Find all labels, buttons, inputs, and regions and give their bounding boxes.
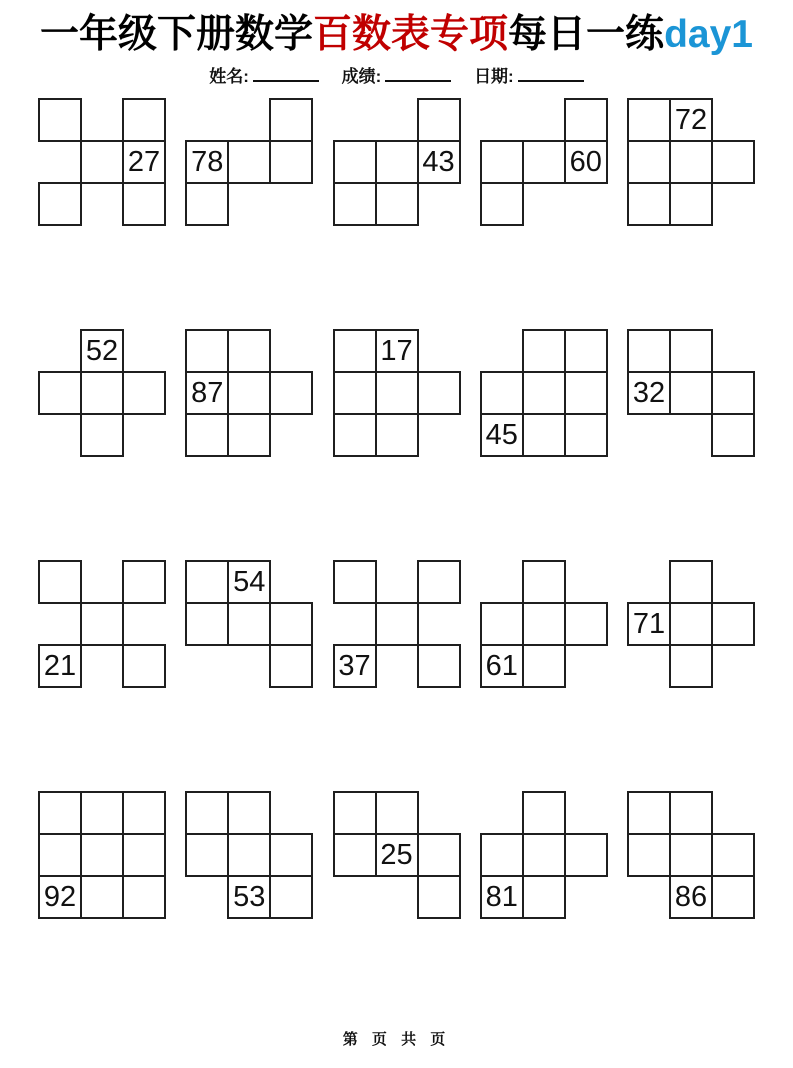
answer-cell	[122, 98, 166, 142]
answer-cell	[627, 98, 671, 142]
answer-cell	[711, 413, 755, 457]
score-blank-line	[385, 67, 451, 82]
answer-cell	[333, 329, 377, 373]
score-label: 成绩:	[341, 67, 382, 86]
answer-cell	[122, 833, 166, 877]
given-number: 92	[43, 880, 77, 913]
answer-cell	[38, 833, 82, 877]
given-number-cell	[185, 140, 229, 184]
answer-cell	[80, 875, 124, 919]
puzzle-grid	[627, 329, 755, 457]
answer-cell	[564, 833, 608, 877]
answer-cell	[480, 602, 524, 646]
answer-cell	[522, 644, 566, 688]
date-label: 日期:	[474, 67, 514, 86]
answer-cell	[564, 98, 608, 142]
title-daily-practice: 每日一练	[508, 13, 665, 56]
answer-cell	[669, 791, 713, 835]
puzzle-grid	[38, 329, 166, 457]
given-number: 78	[191, 145, 224, 178]
answer-cell	[711, 602, 755, 646]
answer-cell	[333, 833, 377, 877]
answer-cell	[711, 371, 755, 415]
answer-cell	[375, 413, 419, 457]
answer-cell	[227, 329, 271, 373]
answer-cell	[122, 644, 166, 688]
answer-cell	[269, 833, 313, 877]
puzzle-rows	[0, 98, 793, 919]
answer-cell	[669, 371, 713, 415]
answer-cell	[669, 182, 713, 226]
answer-cell	[80, 413, 124, 457]
title-grade-subject: 一年级下册数学	[40, 13, 314, 56]
given-number-cell	[480, 875, 524, 919]
answer-cell	[80, 602, 124, 646]
answer-cell	[227, 602, 271, 646]
answer-cell	[185, 833, 229, 877]
given-number-cell	[480, 644, 524, 688]
name-field	[209, 67, 319, 86]
title-day-number: day1	[664, 13, 753, 56]
answer-cell	[269, 875, 313, 919]
answer-cell	[38, 560, 82, 604]
answer-cell	[122, 875, 166, 919]
answer-cell	[375, 140, 419, 184]
title-topic-highlight: 百数表专项	[313, 13, 509, 56]
page-title	[0, 0, 793, 58]
puzzle-grid	[627, 560, 755, 688]
answer-cell	[564, 329, 608, 373]
answer-cell	[627, 791, 671, 835]
answer-cell	[522, 875, 566, 919]
answer-cell	[333, 371, 377, 415]
puzzle-row-1	[0, 98, 793, 226]
answer-cell	[227, 413, 271, 457]
answer-cell	[38, 182, 82, 226]
given-number: 87	[191, 376, 224, 409]
answer-cell	[711, 833, 755, 877]
given-number-cell	[564, 140, 608, 184]
answer-cell	[669, 833, 713, 877]
answer-cell	[38, 371, 82, 415]
given-number-cell	[38, 875, 82, 919]
answer-cell	[269, 371, 313, 415]
answer-cell	[627, 329, 671, 373]
answer-cell	[480, 371, 524, 415]
answer-cell	[522, 140, 566, 184]
puzzle-grid	[627, 791, 755, 919]
puzzle-grid	[38, 560, 166, 688]
given-number-cell	[375, 833, 419, 877]
answer-cell	[522, 413, 566, 457]
answer-cell	[375, 371, 419, 415]
answer-cell	[80, 833, 124, 877]
name-label: 姓名:	[209, 67, 249, 86]
answer-cell	[333, 560, 377, 604]
given-number-cell	[38, 644, 82, 688]
answer-cell	[627, 140, 671, 184]
puzzle-grid	[333, 329, 461, 457]
date-field	[474, 67, 584, 86]
given-number: 45	[485, 418, 518, 451]
given-number-cell	[627, 602, 671, 646]
answer-cell	[627, 833, 671, 877]
given-number: 27	[127, 145, 161, 178]
answer-cell	[122, 182, 166, 226]
answer-cell	[122, 560, 166, 604]
puzzle-grid	[480, 98, 608, 226]
page-footer: 第 页 共 页	[342, 1031, 451, 1048]
answer-cell	[669, 644, 713, 688]
answer-cell	[333, 182, 377, 226]
answer-cell	[185, 329, 229, 373]
answer-cell	[417, 644, 461, 688]
answer-cell	[522, 371, 566, 415]
answer-cell	[564, 413, 608, 457]
answer-cell	[227, 371, 271, 415]
answer-cell	[38, 791, 82, 835]
puzzle-grid	[185, 98, 313, 226]
answer-cell	[669, 329, 713, 373]
answer-cell	[417, 560, 461, 604]
answer-cell	[711, 140, 755, 184]
answer-cell	[480, 833, 524, 877]
given-number-cell	[627, 371, 671, 415]
answer-cell	[185, 791, 229, 835]
given-number: 21	[43, 649, 77, 682]
answer-cell	[375, 182, 419, 226]
given-number: 43	[422, 145, 455, 178]
answer-cell	[185, 413, 229, 457]
given-number: 86	[674, 880, 708, 913]
given-number: 60	[569, 145, 602, 178]
puzzle-grid	[480, 791, 608, 919]
answer-cell	[480, 182, 524, 226]
answer-cell	[269, 602, 313, 646]
puzzle-grid	[333, 560, 461, 688]
given-number-cell	[375, 329, 419, 373]
answer-cell	[417, 875, 461, 919]
answer-cell	[375, 602, 419, 646]
answer-cell	[227, 140, 271, 184]
answer-cell	[185, 560, 229, 604]
answer-cell	[417, 833, 461, 877]
puzzle-grid	[480, 560, 608, 688]
given-number: 61	[485, 649, 518, 682]
answer-cell	[122, 371, 166, 415]
given-number: 72	[674, 103, 708, 136]
answer-cell	[522, 329, 566, 373]
given-number-cell	[333, 644, 377, 688]
given-number-cell	[227, 560, 271, 604]
given-number: 25	[380, 838, 413, 871]
given-number-cell	[669, 98, 713, 142]
given-number-cell	[227, 875, 271, 919]
answer-cell	[269, 644, 313, 688]
answer-cell	[564, 371, 608, 415]
given-number-cell	[80, 329, 124, 373]
given-number: 32	[632, 376, 666, 409]
answer-cell	[522, 602, 566, 646]
answer-cell	[227, 791, 271, 835]
puzzle-grid	[185, 791, 313, 919]
answer-cell	[669, 602, 713, 646]
given-number-cell	[417, 140, 461, 184]
answer-cell	[80, 371, 124, 415]
puzzle-row-4	[0, 791, 793, 919]
given-number: 53	[233, 880, 266, 913]
given-number-cell	[669, 875, 713, 919]
puzzle-grid	[185, 329, 313, 457]
puzzle-row-2	[0, 329, 793, 457]
answer-cell	[417, 371, 461, 415]
answer-cell	[333, 140, 377, 184]
given-number: 52	[85, 334, 119, 367]
puzzle-grid	[38, 791, 166, 919]
answer-cell	[122, 791, 166, 835]
info-line	[0, 66, 793, 88]
puzzle-row-3	[0, 560, 793, 688]
puzzle-grid	[333, 791, 461, 919]
given-number: 81	[485, 880, 518, 913]
given-number-cell	[122, 140, 166, 184]
answer-cell	[269, 98, 313, 142]
answer-cell	[564, 602, 608, 646]
puzzle-grid	[627, 98, 755, 226]
answer-cell	[269, 140, 313, 184]
given-number: 71	[632, 607, 666, 640]
answer-cell	[333, 791, 377, 835]
given-number-cell	[185, 371, 229, 415]
answer-cell	[227, 833, 271, 877]
puzzle-grid	[38, 98, 166, 226]
puzzle-grid	[480, 329, 608, 457]
given-number: 37	[338, 649, 371, 682]
answer-cell	[627, 182, 671, 226]
date-blank-line	[518, 67, 584, 82]
answer-cell	[80, 140, 124, 184]
answer-cell	[669, 560, 713, 604]
answer-cell	[711, 875, 755, 919]
score-field	[342, 67, 452, 86]
answer-cell	[80, 791, 124, 835]
name-blank-line	[253, 67, 319, 82]
given-number: 54	[233, 565, 266, 598]
given-number: 17	[380, 334, 413, 367]
answer-cell	[522, 833, 566, 877]
answer-cell	[669, 140, 713, 184]
given-number-cell	[480, 413, 524, 457]
puzzle-grid	[185, 560, 313, 688]
puzzle-grid	[333, 98, 461, 226]
answer-cell	[185, 602, 229, 646]
answer-cell	[522, 791, 566, 835]
answer-cell	[375, 791, 419, 835]
answer-cell	[333, 413, 377, 457]
answer-cell	[417, 98, 461, 142]
answer-cell	[185, 182, 229, 226]
answer-cell	[38, 98, 82, 142]
answer-cell	[480, 140, 524, 184]
answer-cell	[522, 560, 566, 604]
